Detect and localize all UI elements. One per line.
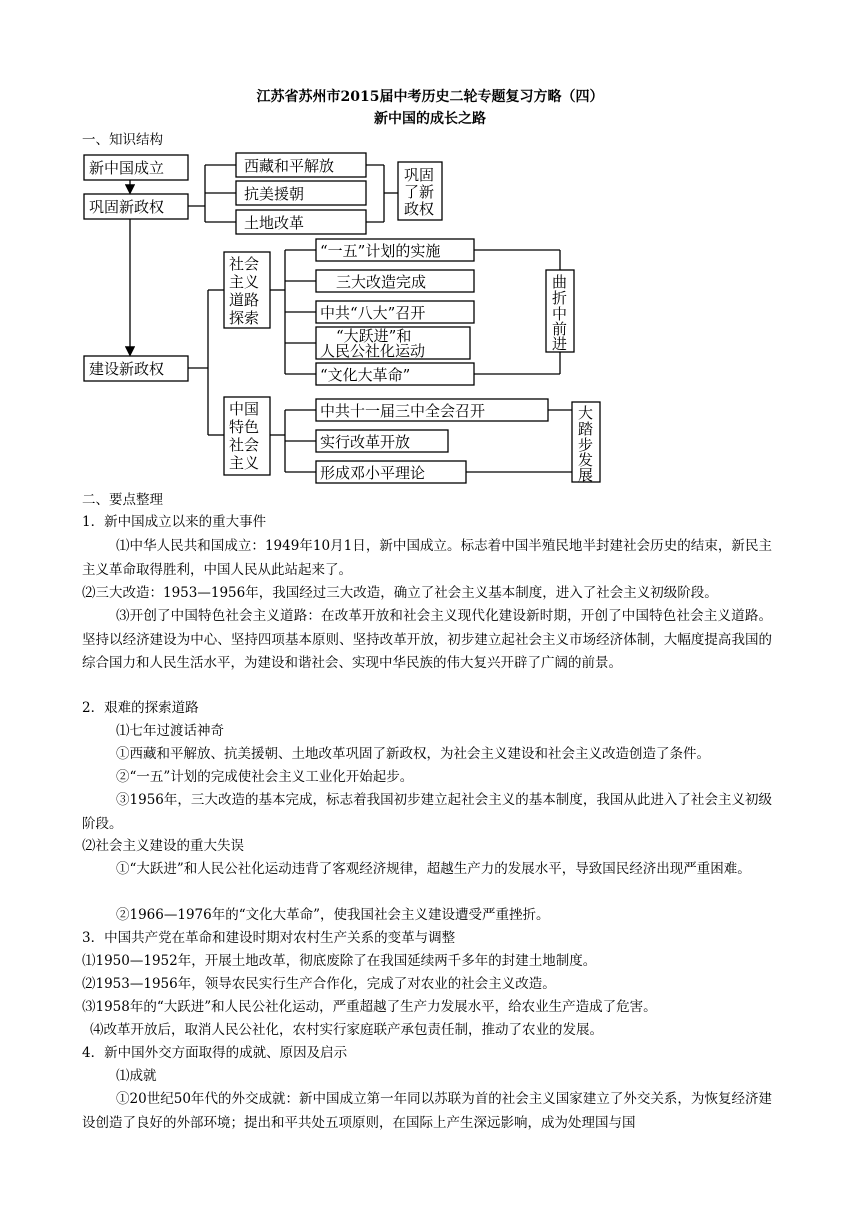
item-tibet: 西藏和平解放 — [244, 157, 335, 175]
item-five-year-plan: “一五”计划的实施 — [320, 242, 441, 260]
document-title: 江苏省苏州市2015届中考历史二轮专题复习方略（四） — [256, 89, 604, 105]
para-1-1: ⑴中华人民共和国成立：1949年10月1日，新中国成立。标志着中国半殖民地半封建社会历史的结束，新民主主义革命取得胜利，中国人民从此站起来了。 — [82, 538, 772, 578]
label-founding: 新中国成立 — [89, 159, 165, 177]
item-eighth-congress: 中共“八大”召开 — [320, 304, 426, 322]
item-cultural-revolution: “文化大革命” — [320, 366, 411, 384]
label-consolidate: 巩固新政权 — [89, 198, 165, 216]
result-explore-1: 曲 — [552, 273, 568, 291]
explore-label-4: 探索 — [229, 309, 260, 327]
para-3-2: ⑵1953—1956年，领导农民实行生产合作化，完成了对农业的社会主义改造。 — [82, 976, 556, 992]
explore-label-3: 道路 — [229, 291, 260, 309]
para-4-1: ⑴成就 — [116, 1068, 157, 1084]
para-4-2: ①20世纪50年代的外交成就：新中国成立第一年同以苏联为首的社会主义国家建立了外交关系，为恢复经济建设创造了良好的外部环境；提出和平共处五项原则，在国际上产生深远影响，成为处理国与国 — [82, 1091, 772, 1131]
result-socialism-3: 步 — [578, 436, 594, 454]
explore-label-1: 社会 — [229, 255, 260, 273]
result-explore-4: 前 — [552, 320, 568, 338]
heading-3: 3．中国共产党在革命和建设时期对农村生产关系的变革与调整 — [82, 930, 456, 946]
item-land-reform: 土地改革 — [244, 214, 305, 232]
para-2-7: ②1966—1976年的“文化大革命”，使我国社会主义建设遭受严重挫折。 — [116, 907, 550, 923]
knowledge-structure-diagram — [0, 0, 860, 500]
para-2-6: ①“大跃进”和人民公社化运动违背了客观经济规律，超越生产力的发展水平，导致国民经济出现严重困难。 — [116, 861, 751, 877]
result-explore-2: 折 — [552, 289, 568, 307]
document-subtitle: 新中国的成长之路 — [374, 111, 486, 127]
para-2-2: ①西藏和平解放、抗美援朝、土地改革巩固了新政权，为社会主义建设和社会主义改造创造了条件。 — [116, 746, 710, 762]
heading-2: 2．艰难的探索道路 — [82, 700, 199, 716]
item-deng-theory: 形成邓小平理论 — [320, 464, 426, 482]
heading-1: 1．新中国成立以来的重大事件 — [82, 514, 267, 530]
item-third-plenum: 中共十一届三中全会召开 — [320, 402, 486, 420]
result-socialism-5: 展 — [578, 466, 594, 484]
para-1-2: ⑵三大改造：1953—1956年，我国经过三大改造，确立了社会主义基本制度，进入了社会主义初级阶段。 — [82, 585, 718, 601]
para-2-5: ⑵社会主义建设的重大失误 — [82, 838, 244, 854]
socialism-label-3: 社会 — [229, 436, 260, 454]
result-socialism-2: 踏 — [578, 420, 594, 438]
socialism-label-2: 特色 — [229, 418, 260, 436]
para-2-4: ③1956年，三大改造的基本完成，标志着我国初步建立起社会主义的基本制度，我国从此进入了社会主义初级阶段。 — [82, 792, 772, 832]
para-2-1: ⑴七年过渡话神奇 — [116, 723, 224, 739]
item-three-reforms: 三大改造完成 — [336, 273, 427, 291]
para-3-4: ⑷改革开放后，取消人民公社化，农村实行家庭联产承包责任制，推动了农业的发展。 — [90, 1022, 603, 1038]
result-consolidate-1: 巩固 — [404, 166, 435, 184]
socialism-label-4: 主义 — [229, 454, 260, 472]
result-consolidate-3: 政权 — [404, 200, 435, 218]
item-reform-opening: 实行改革开放 — [320, 433, 411, 451]
item-communes: 人民公社化运动 — [320, 342, 426, 360]
heading-4: 4．新中国外交方面取得的成就、原因及启示 — [82, 1045, 348, 1061]
result-explore-3: 中 — [552, 305, 568, 323]
item-korea: 抗美援朝 — [244, 185, 305, 203]
para-3-3: ⑶1958年的“大跃进”和人民公社化运动，严重超越了生产力发展水平，给农业生产造成了危害。 — [82, 999, 657, 1015]
result-explore-5: 进 — [552, 335, 568, 353]
item-great-leap: “大跃进”和 — [336, 327, 412, 345]
socialism-label-1: 中国 — [229, 400, 260, 418]
explore-label-2: 主义 — [229, 273, 260, 291]
result-socialism-4: 发 — [578, 451, 594, 469]
result-consolidate-2: 了新 — [404, 183, 435, 201]
section-heading-points: 二、要点整理 — [82, 492, 163, 508]
para-1-3: ⑶开创了中国特色社会主义道路：在改革开放和社会主义现代化建设新时期，开创了中国特色社会主义道路。坚持以经济建设为中心、坚持四项基本原则、坚持改革开放，初步建立起社会主义市场经济体制，大幅度提高我国的综合国力和人民生活水平，为建设和谐社会、实现中华民族的伟大复兴开辟了广阔的前景。 — [82, 608, 772, 671]
result-socialism-1: 大 — [578, 404, 594, 422]
para-2-3: ②“一五”计划的完成使社会主义工业化开始起步。 — [116, 769, 414, 785]
section-heading-structure: 一、知识结构 — [82, 132, 163, 148]
label-build: 建设新政权 — [89, 360, 165, 378]
para-3-1: ⑴1950—1952年，开展土地改革，彻底废除了在我国延续两千多年的封建土地制度。 — [82, 953, 597, 969]
